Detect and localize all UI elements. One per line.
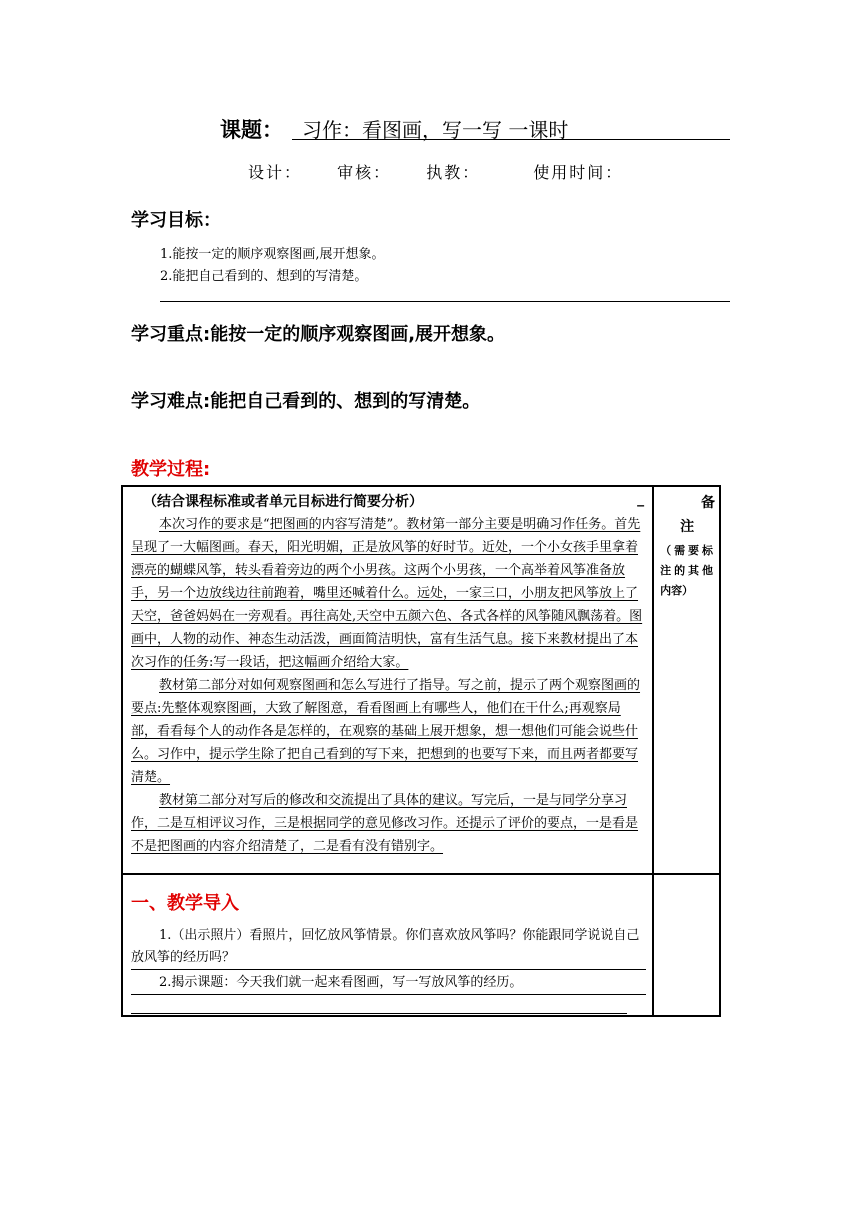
process-heading: 教学过程: (131, 459, 211, 480)
note-title (654, 487, 719, 539)
key-point: 学习重点:能按一定的顺序观察图画,展开想象。 (131, 324, 506, 345)
meta-date: 使用时间： (533, 163, 624, 182)
analysis-paragraph: 本次习作的要求是“把图画的内容写清楚”。教材第一部分主要是明确习作任务。首先呈现了一大幅图画。春天，阳光明媚，正是放风筝的好时节。近处，一个小女孩手里拿着漂亮的蝴蝶风筝，转头看着旁边的两个小男孩。这两个小男孩，一个高举着风筝准备放手，另一个边放线边往前跑着，嘴里还喊着什么。远处，一家三口，小朋友把风筝放上了天空，爸爸妈妈在一旁观看。再往高处,天空中五颜六色、各式各样的风筝随风飘荡着。图画中，人物的动作、神态生动活泼，画面简洁明快，富有生活气息。接下来教材提出了本次习作的任务:写一段话，把这幅画介绍给大家。 (131, 517, 643, 670)
goal-item-1: 1.能按一定的顺序观察图画,展开想象。 (160, 247, 385, 262)
analysis-heading: （结合课程标准或者单元目标进行简要分析） _ (143, 491, 645, 510)
analysis-paragraph: 教材第二部分对如何观察图画和怎么写进行了指导。写之前，提示了两个观察图画的要点:先整体观察图画，大致了解图意，看看图画上有哪些人，他们在干什么;再观察局部，看看每个人的动作各是怎样的，在观察的基础上展开想象，想一想他们可能会说些什么。习作中，提示学生除了把自己看到的写下来，把想到的也要写下来，而且两者都要写清楚。 (131, 678, 641, 785)
meta-teacher: 执教： (426, 163, 481, 182)
note-title-a: 备 (701, 495, 715, 511)
note-title-b: 注 (680, 519, 695, 535)
analysis-dash: _ (637, 491, 645, 507)
intro-body (123, 925, 652, 1014)
analysis-paragraph: 教材第二部分对写后的修改和交流提出了具体的建议。写完后，一是与同学分享习作，二是互相评议习作，三是根据同学的意见修改习作。还提示了评价的要点，一是看是不是把图画的内容介绍清楚了，二是看有没有错别字。 (131, 793, 639, 854)
title-label: 课题： (220, 118, 283, 142)
meta-row (248, 160, 623, 183)
goal-item-2: 2.能把自己看到的、想到的写清楚。 (160, 269, 368, 284)
title-value: 习作：看图画，写一写 一课时 (292, 114, 730, 140)
blank-line (131, 995, 627, 1014)
meta-review: 审核： (337, 163, 392, 182)
intro-heading: 一、教学导入 (131, 893, 239, 914)
intro-item: 2.揭示课题：今天我们就一起来看图画，写一写放风筝的经历。 (131, 972, 646, 995)
goals-heading: 学习目标： (131, 210, 221, 231)
note-cell-empty (653, 874, 720, 1016)
note-text: （需要标注的其他内容） (660, 544, 713, 597)
analysis-cell (122, 486, 653, 874)
note-cell (653, 486, 720, 874)
intro-item: 1.（出示照片）看照片，回忆放风筝情景。你们喜欢放风筝吗？你能跟同学说说自己放风筝的经历吗？ (131, 925, 646, 970)
intro-cell (122, 874, 653, 1016)
divider (160, 301, 730, 302)
difficulty-point: 学习难点:能把自己看到的、想到的写清楚。 (131, 391, 481, 412)
teaching-table (121, 485, 721, 1017)
title-row (220, 114, 730, 144)
meta-design: 设计： (248, 163, 303, 182)
analysis-body (123, 513, 652, 858)
